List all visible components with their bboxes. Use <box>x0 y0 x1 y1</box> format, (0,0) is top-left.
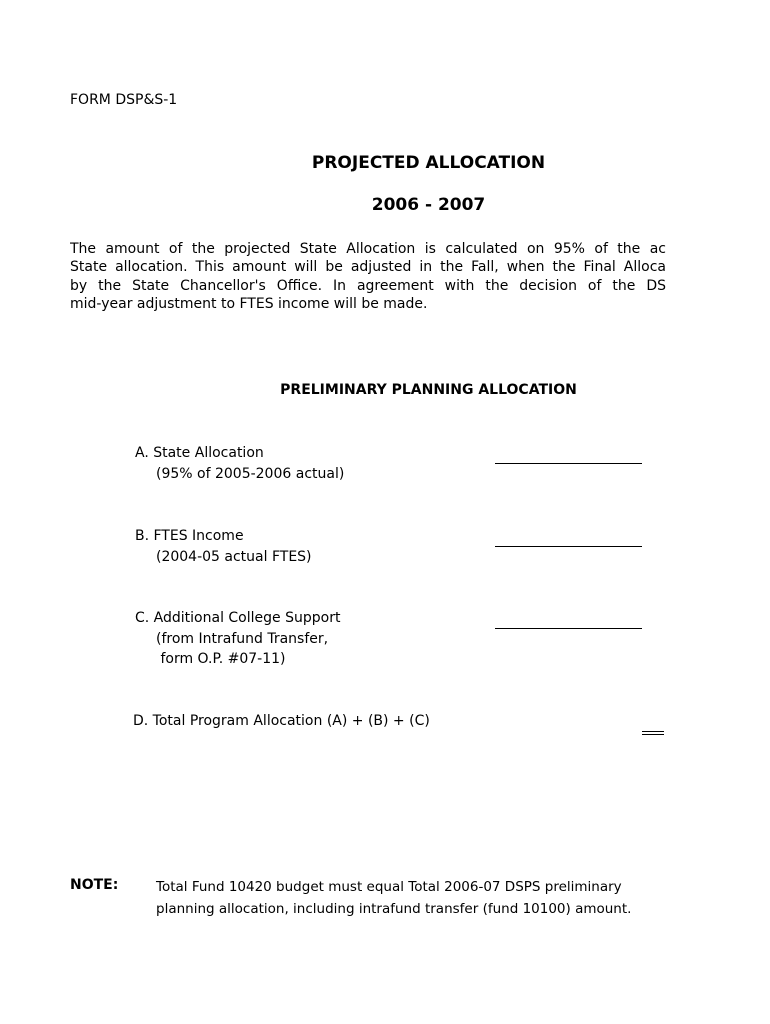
intro-line: mid-year adjustment to FTES income will be made. <box>70 296 428 313</box>
intro-line: State allocation. This amount will be adjusted in the Fall, when the Final Alloca <box>70 259 666 276</box>
amount-field-additional-college-support[interactable] <box>495 628 642 629</box>
item-label: B. FTES Income <box>135 528 244 544</box>
item-detail: form O.P. #07-11) <box>156 651 286 667</box>
item-detail: (from Intrafund Transfer, <box>156 630 329 647</box>
intro-paragraph <box>70 240 666 316</box>
fiscal-year: 2006 - 2007 <box>371 195 486 215</box>
total-amount-double-rule[interactable] <box>642 731 664 735</box>
item-ftes-income <box>135 526 312 567</box>
item-state-allocation <box>135 443 344 484</box>
item-label: C. Additional College Support <box>135 610 341 626</box>
note-label: NOTE: <box>70 877 119 893</box>
item-additional-college-support <box>135 608 340 670</box>
note-line: Total Fund 10420 budget must equal Total 2006-07 DSPS preliminary <box>156 879 622 895</box>
item-detail: (95% of 2005-2006 actual) <box>156 465 345 482</box>
section-heading: PRELIMINARY PLANNING ALLOCATION <box>280 382 577 398</box>
item-label: A. State Allocation <box>135 445 264 461</box>
intro-line: by the State Chancellor's Office. In agreement with the decision of the DS <box>70 277 666 294</box>
item-detail: (2004-05 actual FTES) <box>156 548 312 565</box>
note-line: planning allocation, including intrafund transfer (fund 10100) amount. <box>156 900 632 917</box>
page-title: PROJECTED ALLOCATION <box>311 153 546 173</box>
intro-line: The amount of the projected State Allocation is calculated on 95% of the ac <box>70 241 666 257</box>
item-total-program-allocation <box>133 711 430 732</box>
item-label: D. Total Program Allocation (A) + (B) + (C) <box>133 713 430 729</box>
note-text <box>156 877 631 920</box>
form-id: FORM DSP&S-1 <box>70 92 178 108</box>
amount-field-ftes-income[interactable] <box>495 546 642 547</box>
amount-field-state-allocation[interactable] <box>495 463 642 464</box>
